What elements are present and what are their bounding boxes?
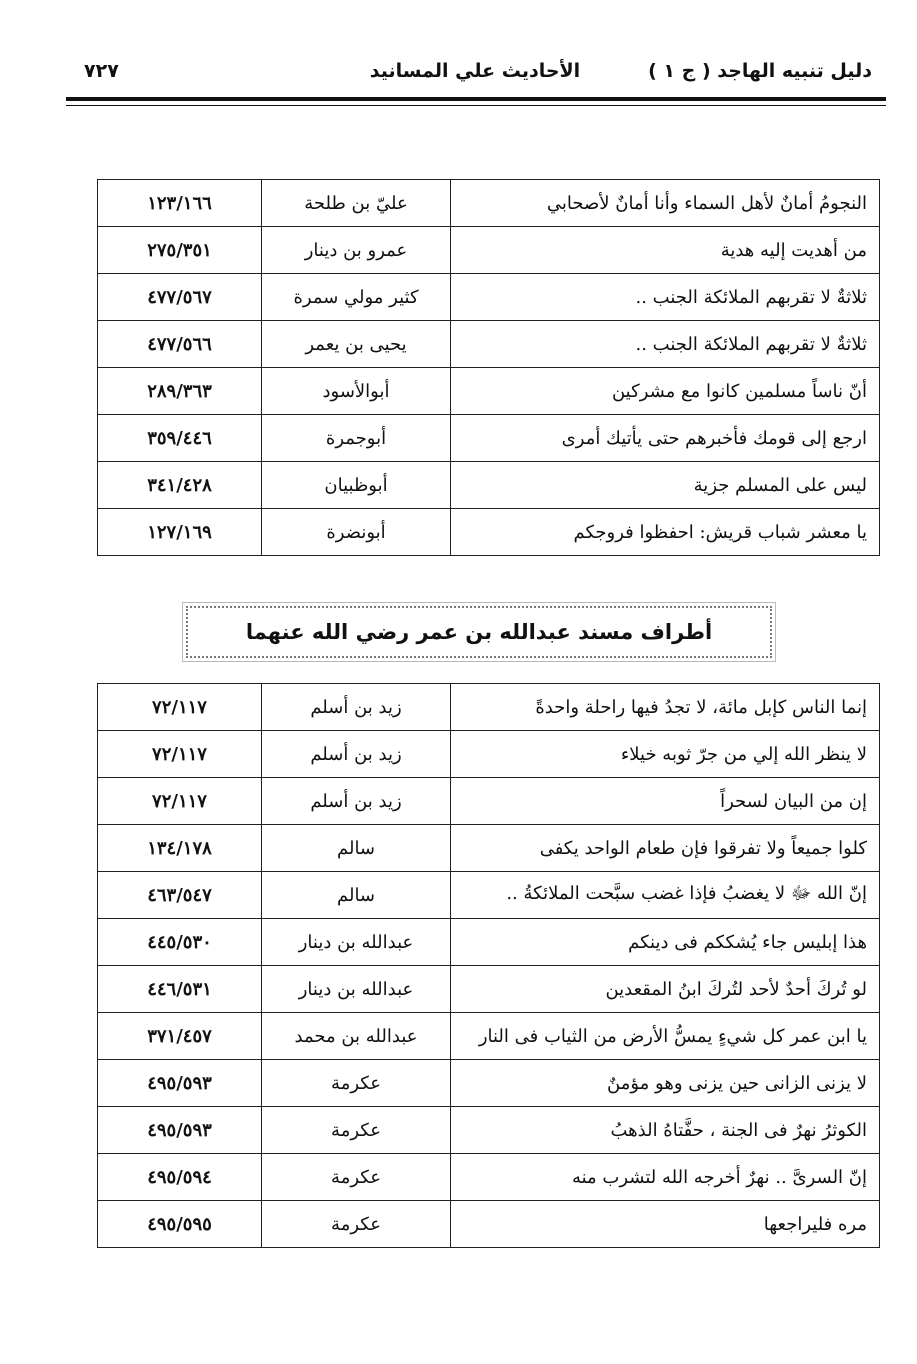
reference-cell: ٣٤١/٤٢٨ <box>98 462 262 509</box>
narrator-cell: أبونضرة <box>262 509 451 556</box>
table-row <box>98 462 880 509</box>
header-rule-thick <box>66 97 886 101</box>
reference-cell: ١٢٧/١٦٩ <box>98 509 262 556</box>
narrator-cell: عكرمة <box>262 1201 451 1248</box>
hadith-text-cell: مره فليراجعها <box>451 1201 880 1248</box>
hadith-index-table-1 <box>97 179 880 556</box>
reference-cell: ٤٤٦/٥٣١ <box>98 966 262 1013</box>
hadith-text-cell: إن من البيان لسحراً <box>451 778 880 825</box>
hadith-text-cell: كلوا جميعاً ولا تفرقوا فإن طعام الواحد يكفى <box>451 825 880 872</box>
table-row <box>98 321 880 368</box>
narrator-cell: عكرمة <box>262 1107 451 1154</box>
hadith-text-cell: ثلاثةٌ لا تقربهم الملائكة الجنب .. <box>451 321 880 368</box>
hadith-text-cell: هذا إبليس جاء يُشككم فى دينكم <box>451 919 880 966</box>
narrator-cell: عبدالله بن دينار <box>262 966 451 1013</box>
narrator-cell: زيد بن أسلم <box>262 684 451 731</box>
reference-cell: ٢٨٩/٣٦٣ <box>98 368 262 415</box>
reference-cell: ٤٤٥/٥٣٠ <box>98 919 262 966</box>
reference-cell: ٣٧١/٤٥٧ <box>98 1013 262 1060</box>
reference-cell: ٤٦٣/٥٤٧ <box>98 872 262 919</box>
narrator-cell: كثير مولي سمرة <box>262 274 451 321</box>
hadith-text-cell: ارجع إلى قومك فأخبرهم حتى يأتيك أمرى <box>451 415 880 462</box>
table-row <box>98 825 880 872</box>
table-row <box>98 872 880 919</box>
reference-cell: ٢٧٥/٣٥١ <box>98 227 262 274</box>
hadith-text-cell: أنّ ناساً مسلمين كانوا مع مشركين <box>451 368 880 415</box>
narrator-cell: أبوجمرة <box>262 415 451 462</box>
narrator-cell: عليّ بن طلحة <box>262 180 451 227</box>
table-row <box>98 274 880 321</box>
reference-cell: ٤٩٥/٥٩٣ <box>98 1060 262 1107</box>
header-rule-thin <box>66 105 886 106</box>
table-row <box>98 1107 880 1154</box>
table-row <box>98 415 880 462</box>
narrator-cell: عمرو بن دينار <box>262 227 451 274</box>
narrator-cell: زيد بن أسلم <box>262 778 451 825</box>
table-row <box>98 180 880 227</box>
hadith-text-cell: يا معشر شباب قريش: احفظوا فروجكم <box>451 509 880 556</box>
table-row <box>98 368 880 415</box>
narrator-cell: زيد بن أسلم <box>262 731 451 778</box>
table-row <box>98 1201 880 1248</box>
table-row <box>98 778 880 825</box>
reference-cell: ٣٥٩/٤٤٦ <box>98 415 262 462</box>
reference-cell: ٧٢/١١٧ <box>98 778 262 825</box>
hadith-text-cell: لا يزنى الزانى حين يزنى وهو مؤمنٌ <box>451 1060 880 1107</box>
narrator-cell: سالم <box>262 825 451 872</box>
table-row <box>98 227 880 274</box>
reference-cell: ٧٢/١١٧ <box>98 731 262 778</box>
reference-cell: ٤٩٥/٥٩٤ <box>98 1154 262 1201</box>
table-row <box>98 919 880 966</box>
narrator-cell: سالم <box>262 872 451 919</box>
running-header <box>66 50 884 96</box>
table-row <box>98 684 880 731</box>
hadith-text-cell: يا ابن عمر كل شيءٍ يمسُّ الأرض من الثياب فى النار <box>451 1013 880 1060</box>
reference-cell: ١٣٤/١٧٨ <box>98 825 262 872</box>
section-title: أطراف مسند عبدالله بن عمر رضي الله عنهما <box>186 606 772 658</box>
reference-cell: ٤٧٧/٥٦٧ <box>98 274 262 321</box>
table-row <box>98 1154 880 1201</box>
hadith-text-cell: إنّ الله ﷻ لا يغضبُ فإذا غضب سبَّحت الملائكةُ .. <box>451 872 880 919</box>
reference-cell: ٤٧٧/٥٦٦ <box>98 321 262 368</box>
hadith-text-cell: النجومُ أمانٌ لأهل السماء وأنا أمانٌ لأصحابي <box>451 180 880 227</box>
narrator-cell: يحيى بن يعمر <box>262 321 451 368</box>
table-row <box>98 509 880 556</box>
hadith-text-cell: ثلاثةٌ لا تقربهم الملائكة الجنب .. <box>451 274 880 321</box>
hadith-index-table-2 <box>97 683 880 1248</box>
table-row <box>98 1060 880 1107</box>
reference-cell: ١٢٣/١٦٦ <box>98 180 262 227</box>
table-row <box>98 966 880 1013</box>
hadith-text-cell: إنما الناس كإبل مائة، لا تجدُ فيها راحلة واحدةً <box>451 684 880 731</box>
hadith-text-cell: ليس على المسلم جزية <box>451 462 880 509</box>
narrator-cell: عبدالله بن محمد <box>262 1013 451 1060</box>
hadith-text-cell: لا ينظر الله إلي من جرّ ثوبه خيلاء <box>451 731 880 778</box>
hadith-text-cell: الكوثرُ نهرٌ فى الجنة ، حفَّتاهُ الذهبُ <box>451 1107 880 1154</box>
book-title: دليل تنبيه الهاجد ( ج ١ ) <box>648 60 872 82</box>
reference-cell: ٧٢/١١٧ <box>98 684 262 731</box>
table-row <box>98 731 880 778</box>
narrator-cell: عكرمة <box>262 1060 451 1107</box>
narrator-cell: أبوالأسود <box>262 368 451 415</box>
hadith-text-cell: من أهديت إليه هدية <box>451 227 880 274</box>
chapter-title: الأحاديث علي المسانيد <box>369 60 581 82</box>
hadith-text-cell: لو تُركَ أحدٌ لأحد لتُركَ ابنُ المقعدين <box>451 966 880 1013</box>
narrator-cell: عكرمة <box>262 1154 451 1201</box>
reference-cell: ٤٩٥/٥٩٣ <box>98 1107 262 1154</box>
page-number: ٧٢٧ <box>84 60 119 82</box>
narrator-cell: عبدالله بن دينار <box>262 919 451 966</box>
table-row <box>98 1013 880 1060</box>
hadith-text-cell: إنّ السرىَّ .. نهرٌ أخرجه الله لتشرب منه <box>451 1154 880 1201</box>
reference-cell: ٤٩٥/٥٩٥ <box>98 1201 262 1248</box>
narrator-cell: أبوظبيان <box>262 462 451 509</box>
